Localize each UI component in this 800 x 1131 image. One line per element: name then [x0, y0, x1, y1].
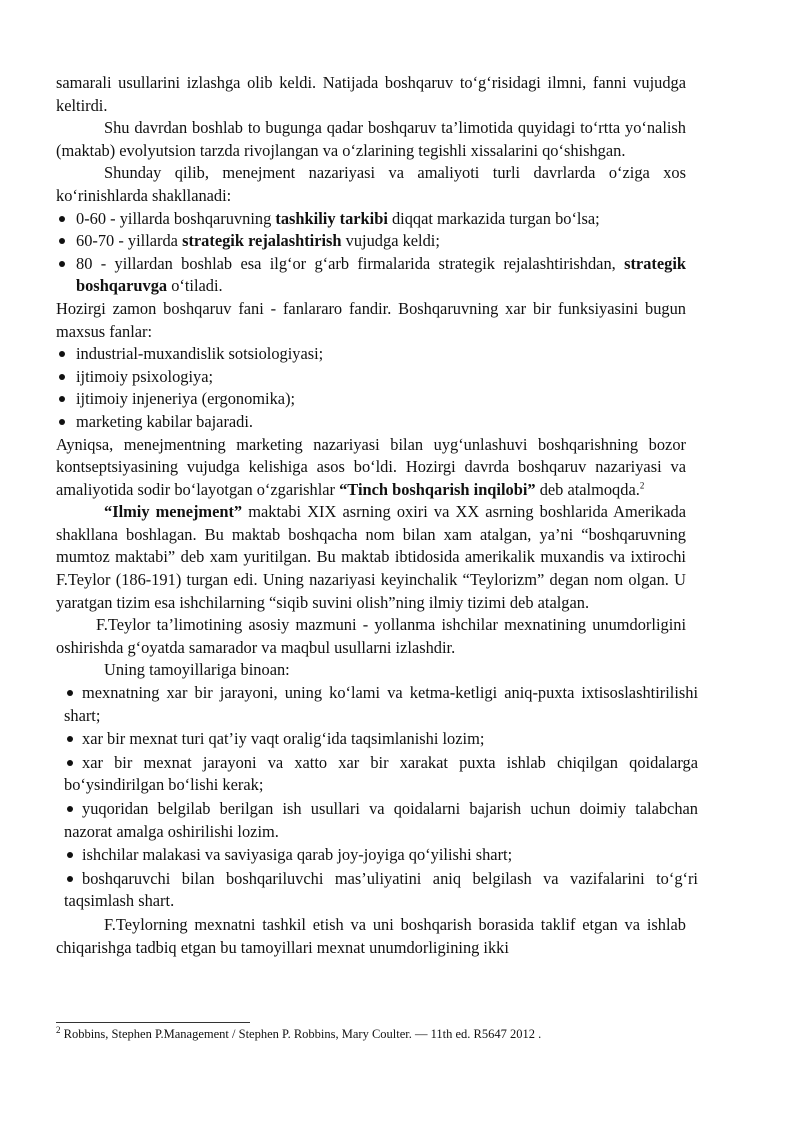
paragraph-6: “Ilmiy menejment” maktabi XIX asrning oxiri va XX asrning boshlarida Amerikada shakllana boshlagan. Bu maktab boshqacha nom bilan xam atalgan, ya’ni “boshqaruvning mumtoz maktabi” deb xam yuritilgan. Bu maktab ibtidosida amerikalik muxandis va ixtirochi F.Teylor (186-191) turgan edi. Uning nazariyasi keyinchalik “Teylorizm” degan nom olgan. U yaratgan tizim esa ishchilarning “siqib suvini olish”ning ilmiy tizimi deb atalgan. [56, 502, 686, 612]
footnote-text: Robbins, Stephen P.Management / Stephen P. Robbins, Mary Coulter. — 11th ed. R5647 2012 . [60, 1027, 542, 1041]
list-item: ijtimoiy injeneriya (ergonomika); [56, 388, 686, 411]
paragraph-1: samarali usullarini izlashga olib keldi. Natijada boshqaruv to‘g‘risidagi ilmni, fanni vujudga keltirdi. [56, 73, 686, 115]
list-item: marketing kabilar bajaradi. [56, 411, 686, 434]
list-item: mexnatning xar bir jarayoni, uning ko‘lami va ketma-ketligi aniq-puxta ixtisoslashtirilishi shart; [64, 682, 698, 727]
footnote-ref: 2 [639, 480, 645, 491]
list-item: ishchilar malakasi va saviyasiga qarab joy-joyiga qo‘yilishi shart; [64, 844, 698, 867]
footnote-separator [56, 1022, 250, 1023]
principles-list [64, 682, 698, 913]
footnote-number: 2 [56, 1024, 61, 1035]
paragraph-3: Shunday qilib, menejment nazariyasi va amaliyoti turli davrlarda o‘ziga xos ko‘rinishlarda shakllanadi: [56, 163, 686, 205]
disciplines-list [56, 343, 686, 433]
paragraph-2: Shu davrdan boshlab to bugunga qadar boshqaruv ta’limotida quyidagi to‘rtta yo‘nalish (maktab) evolyutsion tarzda rivojlangan va o‘zlarining tegishli xissalarini qo‘shishgan. [56, 118, 686, 160]
paragraph-9: F.Teylorning mexnatni tashkil etish va uni boshqarish borasida taklif etgan va ishlab chiqarishga tadbiq etgan bu tamoyillari mexnat unumdorligining ikki [56, 914, 686, 957]
list-item: yuqoridan belgilab berilgan ish usullari va qoidalarni bajarish uchun doimiy talabchan nazorat amalga oshirilishi lozim. [64, 798, 698, 843]
paragraph-5: Ayniqsa, menejmentning marketing nazariyasi bilan uyg‘unlashuvi boshqarishning bozor kontseptsiyasining vujudga kelishiga asos bo‘ldi. Hozirgi davrda boshqaruv nazariyasi va amaliyotida sodir bo‘layotgan o‘zgarishlar “Tinch boshqarish inqilobi” deb atalmoqda.$^2$ [56, 434, 686, 499]
period-list [56, 208, 686, 298]
list-item: 60-70 - yillarda strategik rejalashtirish vujudga keldi; [56, 230, 686, 253]
list-item: boshqaruvchi bilan boshqariluvchi mas’uliyatini aniq belgilash va vazifalarini to‘g‘ri taqsimlash shart. [64, 868, 698, 913]
document-page [56, 72, 698, 959]
paragraph-4: Hozirgi zamon boshqaruv fani - fanlararo fandir. Boshqaruvning xar bir funksiyasini bugun maxsus fanlar: [56, 298, 686, 341]
list-item: industrial-muxandislik sotsiologiyasi; [56, 343, 686, 366]
list-item: 80 - yillardan boshlab esa ilg‘or g‘arb firmalarida strategik rejalashtirishdan, strategik boshqaruvga o‘tiladi. [56, 253, 686, 298]
paragraph-7: F.Teylor ta’limotining asosiy mazmuni - yollanma ishchilar mexnatining unumdorligini oshirishda g‘oyatda samarador va maqbul usullarni izlashdir. [56, 615, 686, 657]
paragraph-8: Uning tamoyillariga binoan: [104, 660, 290, 680]
list-item: xar bir mexnat turi qat’iy vaqt oralig‘ida taqsimlanishi lozim; [64, 728, 698, 751]
list-item: xar bir mexnat jarayoni va xatto xar bir xarakat puxta ishlab chiqilgan qoidalarga bo‘ysindirilgan bo‘lishi kerak; [64, 752, 698, 797]
list-item: ijtimoiy psixologiya; [56, 366, 686, 389]
list-item: 0-60 - yillarda boshqaruvning tashkiliy tarkibi diqqat markazida turgan bo‘lsa; [56, 208, 686, 231]
footnote [56, 1026, 696, 1042]
